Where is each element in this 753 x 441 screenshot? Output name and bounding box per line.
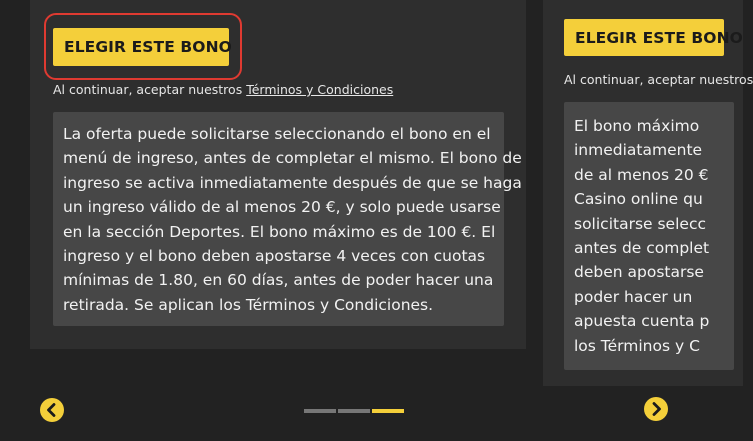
pagination-dot[interactable] bbox=[338, 409, 370, 413]
offer-description bbox=[53, 112, 522, 326]
description-line: los Términos y C bbox=[574, 336, 700, 355]
description-line: poder hacer un bbox=[574, 287, 693, 306]
pagination-dot[interactable] bbox=[304, 409, 336, 413]
choose-bonus-button-next[interactable]: ELEGIR ESTE BONO bbox=[564, 19, 724, 56]
description-line: inmediatamente bbox=[574, 141, 703, 160]
description-line: ingreso se activa inmediatamente después de que se haga bbox=[63, 173, 522, 192]
description-line: menú de ingreso, antes de completar el mismo. El bono de bbox=[63, 149, 522, 168]
description-line: antes de complet bbox=[574, 239, 710, 258]
chevron-left-icon bbox=[40, 398, 64, 422]
description-line: Casino online qu bbox=[574, 190, 703, 209]
terms-prefix: Al continuar, aceptar nuestros bbox=[564, 72, 753, 87]
carousel-pagination bbox=[304, 409, 404, 413]
description-line: La oferta puede solicitarse seleccionando el bono en el bbox=[63, 125, 491, 143]
terms-notice bbox=[53, 82, 393, 97]
terms-notice-next bbox=[564, 72, 753, 87]
description-line: de al menos 20 € bbox=[574, 165, 709, 184]
description-line: El bono máximo bbox=[574, 117, 700, 135]
choose-bonus-button[interactable]: ELEGIR ESTE BONO bbox=[53, 28, 229, 66]
terms-prefix: Al continuar, aceptar nuestros bbox=[53, 82, 243, 97]
carousel-next-button[interactable] bbox=[644, 397, 668, 421]
description-line: mínimas de 1.80, en 60 días, antes de poder hacer una bbox=[63, 271, 494, 290]
description-line: en la sección Deportes. El bono máximo es de 100 €. El bbox=[63, 222, 496, 241]
description-line: solicitarse selecc bbox=[574, 214, 706, 233]
pagination-dot[interactable] bbox=[372, 409, 404, 413]
carousel-prev-button[interactable] bbox=[40, 398, 64, 422]
offer-description-next bbox=[564, 102, 734, 370]
description-line: ingreso y el bono deben apostarse 4 veces con cuotas bbox=[63, 247, 486, 266]
description-line: deben apostarse bbox=[574, 263, 704, 282]
terms-link[interactable]: Términos y Condiciones bbox=[246, 82, 394, 97]
description-line: apuesta cuenta p bbox=[574, 312, 710, 331]
description-line: un ingreso válido de al menos 20 €, y solo puede usarse bbox=[63, 198, 501, 217]
description-line: retirada. Se aplican los Términos y Condiciones. bbox=[63, 295, 434, 314]
chevron-right-icon bbox=[644, 397, 668, 421]
